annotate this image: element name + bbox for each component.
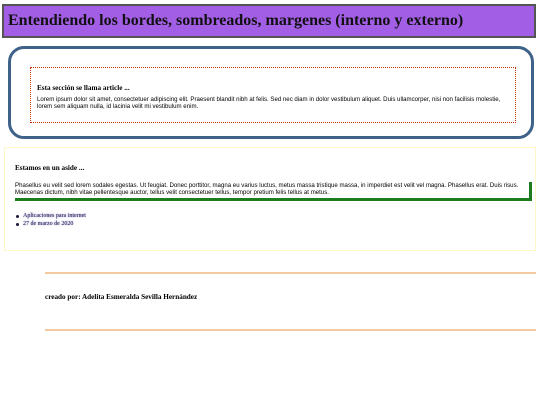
list-item-label: Aplicaciones para internet <box>23 213 86 219</box>
aside-heading: Estamos en un aside ... <box>15 164 85 172</box>
aside-paragraph: Phasellus eu velit sed lorem sodales egestas. Ut feugiat. Donec porttitor, magna eu varius luctus, metus massa tristique massa, in imperdiet est velit vel magna. Phasellus erat. Duis risus. Maecenas dictum, nibh vitae pellentesque auctor, tellus velit consectetuer tellus, tempor pretium felis tellus at metus. <box>15 182 532 201</box>
footer-credit: creado por: Adelita Esmeralda Sevilla Hernández <box>45 293 198 301</box>
footer-top-rule <box>45 272 536 274</box>
aside-list <box>15 212 86 228</box>
list-item <box>23 220 86 228</box>
article-box <box>30 67 516 123</box>
page-header <box>2 4 536 38</box>
footer-bottom-rule <box>45 329 536 331</box>
article-paragraph: Lorem ipsum dolor sit amet, consectetuer adipiscing elit. Praesent blandit nibh at felis. Sed nec diam in dolor vestibulum aliquet. Duis ullamcorper, nisi non facilisis molestie, lorem sem aliquam nulla, id lacinia velit mi vestibulum enim. <box>37 96 501 111</box>
page-title: Entendiendo los bordes, sombreados, margenes (interno y externo) <box>8 12 464 29</box>
list-item <box>23 212 86 220</box>
bullet-icon <box>16 215 19 218</box>
bullet-icon <box>16 223 19 226</box>
article-heading: Esta sección se llama article ... <box>37 84 130 92</box>
rounded-section <box>8 46 534 139</box>
list-item-label: 27 de marzo de 2020 <box>23 221 74 227</box>
aside-box <box>4 147 536 251</box>
